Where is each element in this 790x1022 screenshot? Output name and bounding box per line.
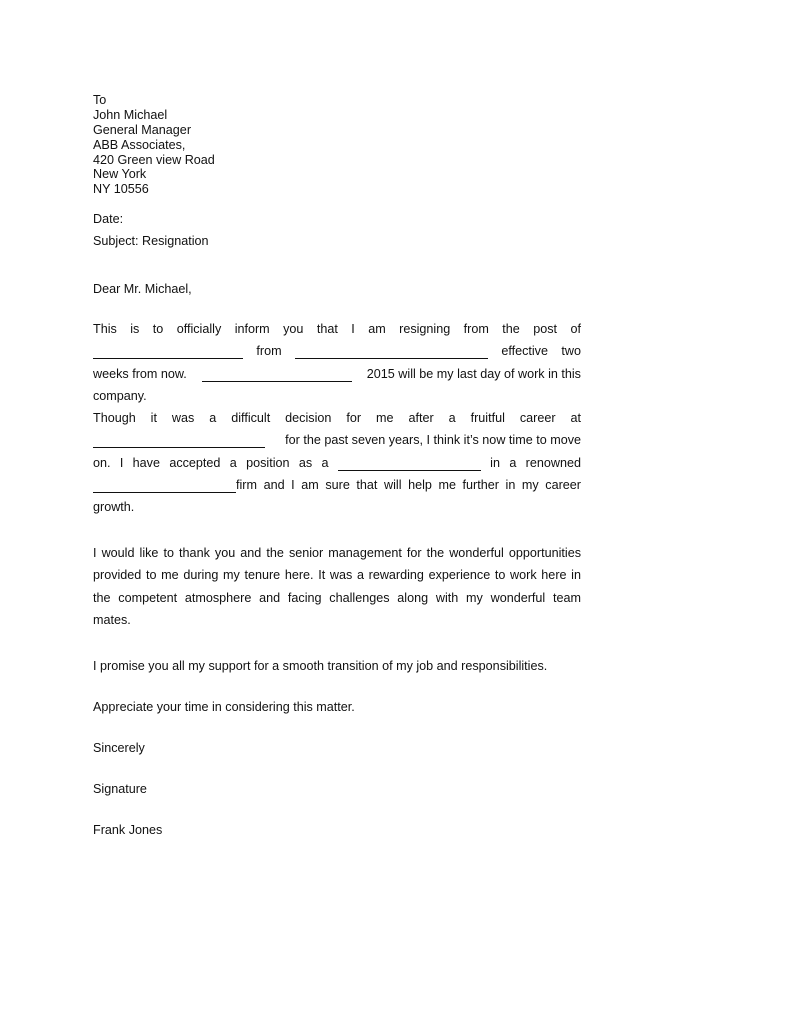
p2-line4: mates. bbox=[93, 613, 131, 627]
blank-previous-company[interactable] bbox=[93, 435, 265, 448]
p1-line9: growth. bbox=[93, 500, 135, 514]
sender-name: Frank Jones bbox=[93, 823, 163, 837]
paragraph-4: Appreciate your time in considering this matter. bbox=[93, 700, 355, 714]
blank-post[interactable] bbox=[93, 346, 243, 359]
recipient-street: 420 Green view Road bbox=[93, 153, 215, 167]
signature-label: Signature bbox=[93, 782, 147, 796]
p1-line5: Though it was a difficult decision for me after a fruitful career at bbox=[93, 411, 581, 425]
p1-line8: firm and I am sure that will help me further in my career bbox=[93, 478, 581, 493]
salutation: Dear Mr. Michael, bbox=[93, 282, 192, 296]
recipient-company: ABB Associates, bbox=[93, 138, 186, 152]
blank-new-position[interactable] bbox=[338, 458, 481, 471]
p1-line4: company. bbox=[93, 389, 147, 403]
subject-line: Subject: Resignation bbox=[93, 234, 209, 248]
p2-line3: the competent atmosphere and facing challenges along with my wonderful team bbox=[93, 591, 581, 605]
recipient-zip: NY 10556 bbox=[93, 182, 149, 196]
blank-last-date[interactable] bbox=[202, 369, 352, 382]
p2-line1: I would like to thank you and the senior management for the wonderful opportunities bbox=[93, 546, 581, 560]
recipient-city: New York bbox=[93, 167, 147, 181]
p1-line1: This is to officially inform you that I am resigning from the post of bbox=[93, 322, 581, 336]
p1-line2: from effective two bbox=[93, 344, 581, 359]
recipient-title: General Manager bbox=[93, 123, 192, 137]
date-label: Date: bbox=[93, 212, 124, 226]
closing: Sincerely bbox=[93, 741, 145, 755]
recipient-name: John Michael bbox=[93, 108, 168, 122]
recipient-to: To bbox=[93, 93, 107, 107]
blank-new-firm[interactable] bbox=[93, 480, 236, 493]
p1-line6: for the past seven years, I think it’s now time to move bbox=[93, 433, 581, 448]
blank-company[interactable] bbox=[295, 346, 488, 359]
p2-line2: provided to me during my tenure here. It was a rewarding experience to work here in bbox=[93, 568, 581, 582]
p1-line3: weeks from now. 2015 will be my last day of work in this bbox=[93, 367, 581, 381]
p1-line7: on. I have accepted a position as a in a renowned bbox=[93, 456, 581, 470]
paragraph-3: I promise you all my support for a smooth transition of my job and responsibilities. bbox=[93, 659, 548, 673]
